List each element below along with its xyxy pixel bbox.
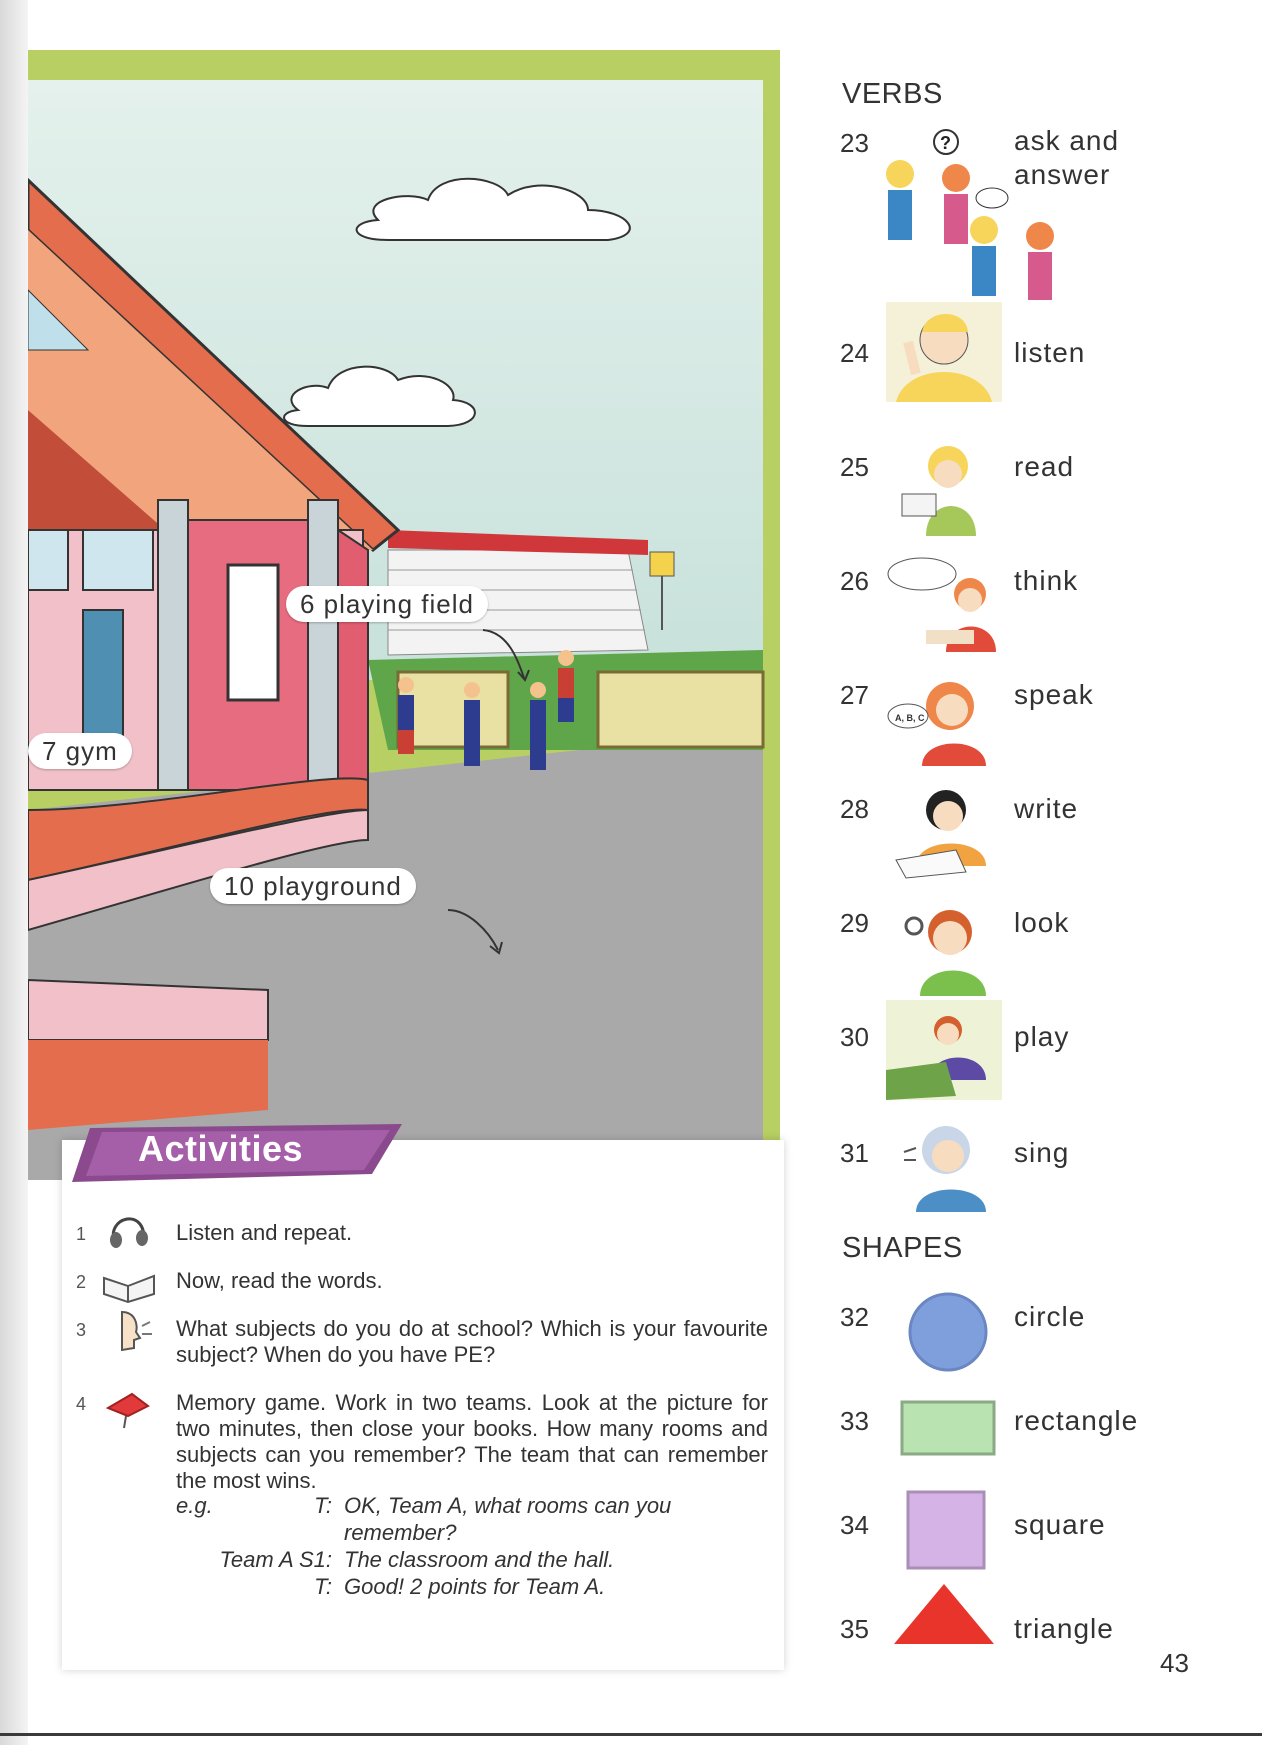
activity-number: 1 [76, 1224, 87, 1244]
red-hat-icon [102, 1384, 156, 1430]
headphones-icon [102, 1208, 156, 1254]
activity-text: What subjects do you do at school? Which is your favourite subject? When do you have PE? [176, 1316, 768, 1367]
verb-word: speak [1014, 679, 1094, 710]
shape-word: triangle [1014, 1613, 1114, 1644]
activity-number: 2 [76, 1272, 87, 1292]
label-gym: 7 gym [28, 733, 132, 769]
verb-word: write [1014, 793, 1079, 824]
activities-box [62, 1140, 784, 1670]
verb-number: 29 [840, 908, 869, 938]
example-line: OK, Team A, what rooms can you remember? [344, 1493, 672, 1545]
example-speaker: T: [314, 1574, 332, 1599]
speaking-head-icon [102, 1308, 156, 1354]
verb-word: listen [1014, 337, 1086, 368]
example-speaker: Team A S1: [219, 1547, 332, 1572]
activity-text: Listen and repeat. [176, 1220, 353, 1245]
svg-text:?: ? [940, 133, 951, 153]
boy-listening-icon [886, 302, 1002, 402]
example-speaker: T: [314, 1493, 332, 1518]
verb-word: play [1014, 1021, 1070, 1052]
shape-word: rectangle [1014, 1405, 1139, 1436]
activity-number: 3 [76, 1320, 87, 1340]
shape-number: 33 [840, 1406, 869, 1436]
page-bottom-edge [0, 1733, 1262, 1736]
example-line: The classroom and the hall. [344, 1547, 615, 1572]
shape-number: 32 [840, 1302, 869, 1332]
verb-word: read [1014, 451, 1075, 482]
example-line: Good! 2 points for Team A. [344, 1574, 606, 1599]
woman-speaking-icon [886, 666, 1002, 766]
shape-word: circle [1014, 1301, 1086, 1332]
page-gutter-shadow [0, 0, 28, 1745]
girl-singing-icon [886, 1112, 1002, 1212]
boy-playing-icon [886, 1000, 1002, 1100]
rectangle-shape [900, 1400, 1000, 1458]
shape-number: 34 [840, 1510, 869, 1540]
verb-number: 30 [840, 1022, 869, 1052]
open-book-icon [102, 1264, 156, 1310]
circle-shape [906, 1290, 992, 1376]
label-playing-field: 6 playing field [286, 586, 488, 622]
verb-number: 26 [840, 566, 869, 596]
activity-number: 4 [76, 1394, 87, 1414]
speak-bubble-text: A, B, C [895, 713, 925, 723]
triangle-shape [892, 1582, 996, 1646]
activity-text: Now, read the words. [176, 1268, 383, 1293]
girl-reading-icon [886, 436, 1002, 536]
girl-thinking-icon [886, 552, 1002, 652]
shape-word: square [1014, 1509, 1106, 1540]
activities-title: Activities [138, 1128, 304, 1169]
verb-word: think [1014, 565, 1079, 596]
shape-number: 35 [840, 1614, 869, 1644]
verb-word: sing [1014, 1137, 1070, 1168]
verb-word: look [1014, 907, 1070, 938]
example-prefix: e.g. [176, 1493, 213, 1518]
boy-looking-icon [886, 896, 1002, 996]
verb-word: ask and answer [1014, 125, 1120, 190]
square-shape [906, 1490, 988, 1570]
activity-text: Memory game. Work in two teams. Look at the picture for two minutes, then close your books. How many rooms and subjects can you remember? The team that can remember the most wins. [176, 1390, 768, 1493]
verb-number: 24 [840, 338, 869, 368]
page-number: 43 [1160, 1648, 1189, 1678]
shapes-heading: SHAPES [842, 1232, 963, 1264]
verb-number: 31 [840, 1138, 869, 1168]
boy-writing-icon [886, 780, 1002, 880]
school-illustration [28, 50, 780, 1180]
verb-number: 25 [840, 452, 869, 482]
verb-number: 28 [840, 794, 869, 824]
verb-number: 23 [840, 128, 869, 158]
verb-number: 27 [840, 680, 869, 710]
verbs-heading: VERBS [842, 78, 943, 110]
label-playground: 10 playground [210, 868, 416, 904]
